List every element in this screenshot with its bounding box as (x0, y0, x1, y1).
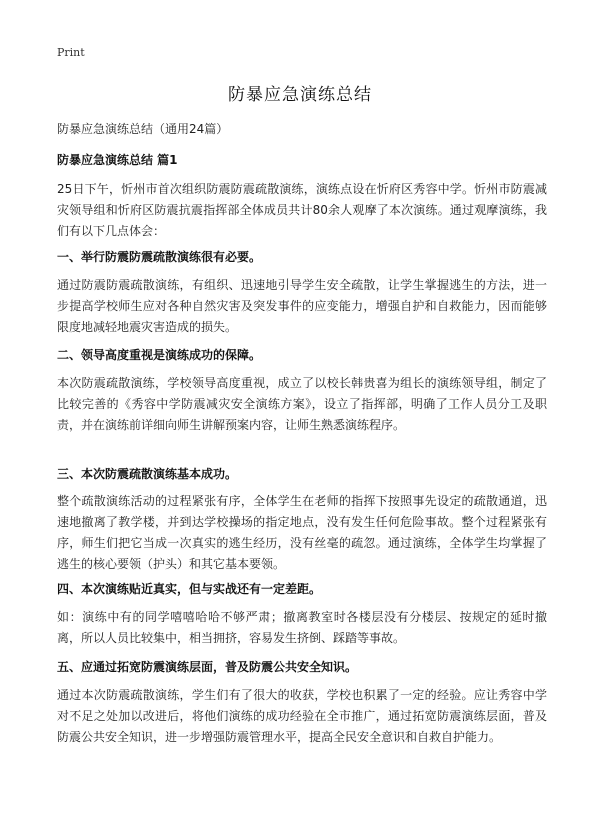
page-title: 防暴应急演练总结 (228, 85, 372, 105)
paragraph-4: 如：演练中有的同学嘻嘻哈哈不够严肃；撤离教室时各楼层没有分楼层、按规定的延时撤离，所以人员比较集中，相当拥挤，容易发生挤倒、踩踏等事故。 (57, 610, 547, 645)
paragraph-5: 通过本次防震疏散演练，学生们有了很大的收获，学校也积累了一定的经验。应让秀容中学对不足之处加以改进后，将他们演练的成功经验在全市推广，通过拓宽防震演练层面，普及防震公共安全知识，进一步增强防震管理水平，提高全民安全意识和自救自护能力。 (57, 688, 547, 744)
heading-3: 三、本次防震疏散演练基本成功。 (57, 467, 238, 481)
document-subtitle: 防暴应急演练总结（通用24篇） (57, 122, 229, 136)
paragraph-2: 本次防震疏散演练，学校领导高度重视，成立了以校长韩贵喜为组长的演练领导组，制定了比较完善的《秀容中学防震减灾安全演练方案》，设立了指挥部，明确了工作人员分工及职责，并在演练前详细向师生讲解预案内容，让师生熟悉演练程序。 (57, 376, 547, 432)
heading-5: 五、应通过拓宽防震演练层面，普及防震公共安全知识。 (57, 660, 358, 674)
paragraph-3: 整个疏散演练活动的过程紧张有序，全体学生在老师的指挥下按照事先设定的疏散通道，迅速地撤离了教学楼，并到达学校操场的指定地点，没有发生任何危险事故。整个过程紧张有序，师生们把它当成一次真实的逃生经历，没有丝毫的疏忽。通过演练，全体学生均掌握了逃生的核心要领（护头）和其它基本要领。 (57, 494, 547, 571)
paragraph-1: 通过防震防震疏散演练，有组织、迅速地引导学生安全疏散，让学生掌握逃生的方法，进一步提高学校师生应对各种自然灾害及突发事件的应变能力，增强自护和自救能力，因而能够限度地减轻地震灾害造成的损失。 (57, 278, 547, 334)
heading-2: 二、领导高度重视是演练成功的保障。 (57, 348, 262, 362)
paragraph-intro: 25日下午，忻州市首次组织防震防震疏散演练，演练点设在忻府区秀容中学。忻州市防震减灾领导组和忻府区防震抗震指挥部全体成员共计80余人观摩了本次演练。通过观摩演练，我们有以下几点体会： (57, 182, 547, 238)
heading-1: 一、举行防震防震疏散演练很有必要。 (57, 250, 262, 264)
print-link[interactable]: Print (57, 46, 85, 59)
heading-4: 四、本次演练贴近真实，但与实战还有一定差距。 (57, 582, 322, 596)
section-title: 防暴应急演练总结 篇1 (57, 153, 178, 167)
